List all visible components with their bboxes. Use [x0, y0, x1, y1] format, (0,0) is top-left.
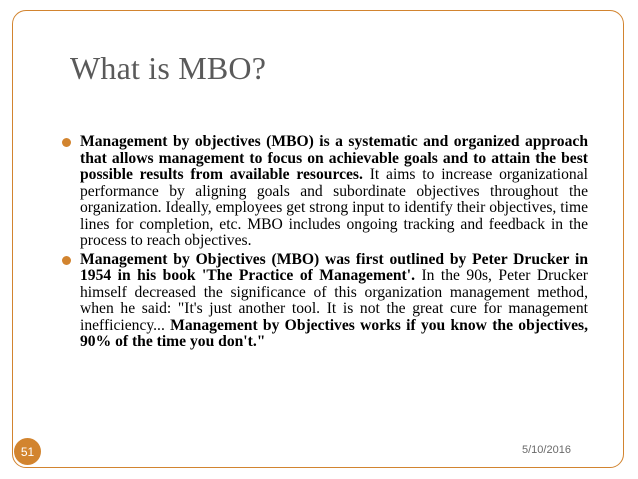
slide-number-badge: 51 [14, 438, 41, 465]
bullet-icon [62, 138, 71, 147]
bullet-2-bold-text: Management by Objectives (MBO) was first outlined by Peter Drucker in 1954 in his book 'The Practice of Management'. [80, 250, 588, 284]
slide-date: 5/10/2016 [522, 444, 571, 456]
bullet-icon [62, 256, 71, 265]
bullet-2-text: In the 90s, Peter Drucker himself decreased the significance of this organization management method, when he said: "It's just another tool. It is not the great cure for management inefficiency... [80, 267, 589, 334]
slide-title: What is MBO? [70, 50, 267, 86]
slide-body [62, 134, 588, 353]
bullet-1-text: It aims to increase organizational performance by aligning goals and subordinate objectives throughout the organization. Ideally, employees get strong input to identify their objectives, time lines for completion, etc. MBO includes ongoing tracking and feedback in the process to reach objectives. [80, 166, 588, 249]
bullet-2-bold-quote: Management by Objectives works if you know the objectives, 90% of the time you don't." [80, 316, 588, 350]
bullet-item-2 [62, 252, 588, 351]
bullet-1-bold-text: Management by objectives (MBO) is a systematic and organized approach that allows management to focus on achievable goals and to attain the best possible results from available resources. [80, 133, 588, 183]
bullet-item-1 [62, 134, 588, 250]
